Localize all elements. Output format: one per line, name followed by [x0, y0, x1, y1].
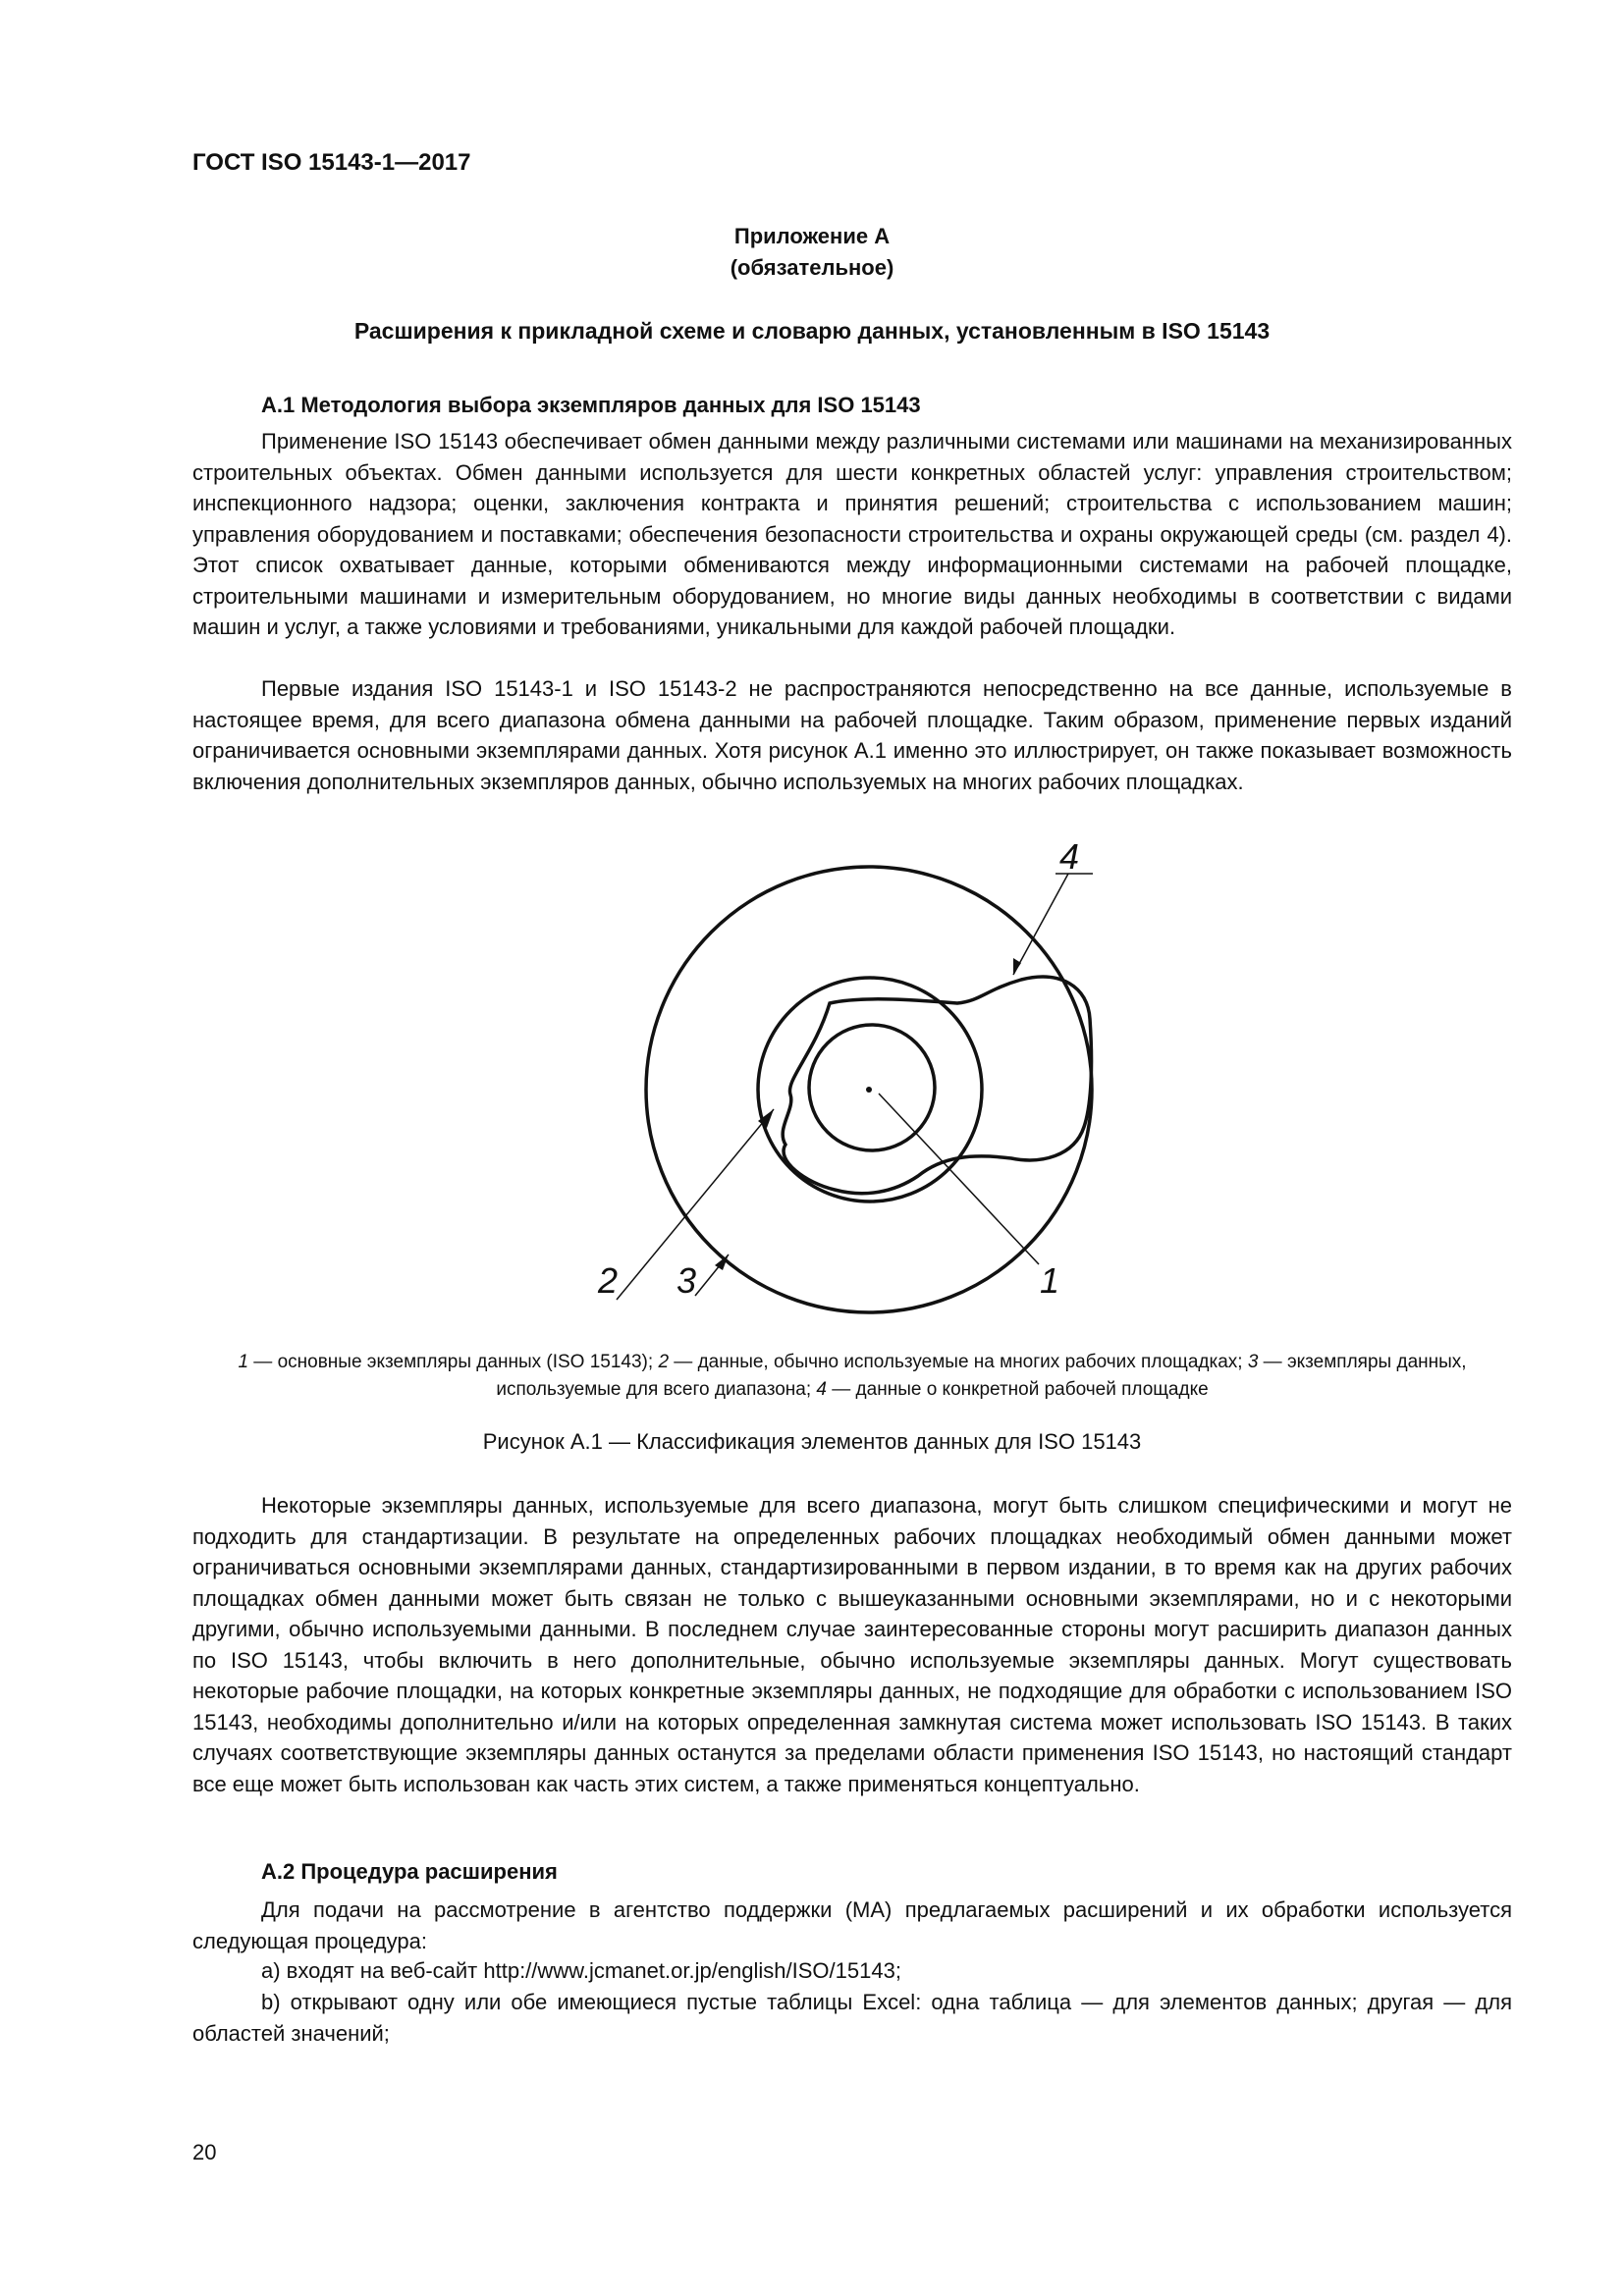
figure-label-4: 4	[1059, 844, 1080, 877]
legend-key-3: 3	[1247, 1352, 1259, 1372]
appendix-status: (обязательное)	[730, 255, 894, 280]
legend-text-2: — данные, обычно используемые на многих рабочих площадках;	[669, 1352, 1248, 1372]
procedure-step-b: b) открывают одну или обе имеющиеся пустые таблицы Excel: одна таблица — для элементов данных; другая — для областей значений;	[192, 1990, 1512, 2046]
arrow-head-4	[1013, 958, 1021, 975]
figure-caption: Рисунок А.1 — Классификация элементов данных для ISO 15143	[482, 1429, 1142, 1454]
center-dot	[866, 1087, 872, 1093]
appendix-title: Приложение А	[733, 224, 891, 248]
legend-text-3: — экземпляры данных, используемые для всего диапазона;	[496, 1352, 1467, 1400]
section-a1-paragraph-3: Некоторые экземпляры данных, используемые для всего диапазона, могут быть слишком специфическими и могут не подходить для стандартизации. В результате на определенных рабочих площадках необходимый обмен данными может ограничиваться основными экземплярами данных, стандартизированными в первом издании, в то время как на других рабочих площадках обмен данными может быть связан не только с вышеуказанными основными экземплярами, но и с некоторыми другими, обычно используемыми данными. В последнем случае заинтересованные стороны могут расширить диапазон данных по ISO 15143, чтобы включить в него дополнительные, обычно используемые экземпляры данных. Могут существовать некоторые рабочие площадки, на которых конкретные экземпляры данных, не подходящие для обработки с использованием ISO 15143, необходимы дополнительно и/или на которых определенная замкнутая система может использовать ISO 15143. В таких случаях соответствующие экземпляры данных останутся за пределами области применения ISO 15143, но настоящий стандарт все еще может быть использован как часть этих систем, а также применяться концептуально.	[192, 1493, 1512, 1796]
figure-label-1: 1	[1040, 1260, 1060, 1301]
section-a2-paragraph-1: Для подачи на рассмотрение в агентство поддержки (МА) предлагаемых расширений и их обработки используется следующая процедура:	[192, 1897, 1512, 1953]
leader-line-4	[1013, 874, 1068, 975]
section-a1-paragraph-2: Первые издания ISO 15143-1 и ISO 15143-2 не распространяются непосредственно на все данные, используемые в настоящее время, для всего диапазона обмена данными на рабочей площадке. Таким образом, применение первых изданий ограничивается основными экземплярами данных. Хотя рисунок А.1 именно это иллюстрирует, он также показывает возможность включения дополнительных экземпляров данных, обычно используемых на многих рабочих площадках.	[192, 676, 1512, 794]
legend-key-4: 4	[816, 1379, 827, 1400]
standard-id: ГОСТ ISO 15143-1—2017	[192, 149, 471, 176]
figure-legend	[192, 1349, 1512, 1404]
legend-text-1: — основные экземпляры данных (ISO 15143);	[248, 1352, 659, 1372]
inner-circle	[809, 1025, 935, 1150]
procedure-step-a: a) входят на веб-сайт http://www.jcmanet.or.jp/english/ISO/15143;	[261, 1958, 901, 1983]
legend-key-2: 2	[658, 1352, 670, 1372]
legend-text-4: — данные о конкретной рабочей площадке	[827, 1379, 1209, 1400]
section-a2-title: А.2 Процедура расширения	[261, 1859, 558, 1884]
figure-label-2: 2	[598, 1260, 619, 1301]
figure-a1-diagram	[0, 844, 1624, 1315]
section-a1-paragraph-1: Применение ISO 15143 обеспечивает обмен данными между различными системами или машинами на механизированных строительных объектах. Обмен данными используется для шести конкретных областей услуг: управления строительством; инспекционного надзора; оценки, заключения контракта и принятия решений; строительства с использованием машин; управления оборудованием и поставками; обеспечения безопасности строительства и охраны окружающей среды (см. раздел 4). Этот список охватывает данные, которыми обмениваются между информационными системами на рабочей площадке, строительными машинами и измерительным оборудованием, но многие виды данных необходимы в соответствии с видами машин и услуг, а также условиями и требованиями, уникальными для каждой рабочей площадки.	[192, 429, 1512, 639]
page-number: 20	[192, 2140, 217, 2164]
leader-line-1	[879, 1094, 1039, 1264]
section-a1-title: А.1 Методология выбора экземпляров данных для ISO 15143	[261, 393, 921, 417]
legend-key-1: 1	[238, 1352, 249, 1372]
appendix-heading: Расширения к прикладной схеме и словарю данных, установленным в ISO 15143	[353, 318, 1271, 344]
figure-label-3: 3	[677, 1260, 697, 1301]
worksite-blob	[783, 977, 1091, 1194]
